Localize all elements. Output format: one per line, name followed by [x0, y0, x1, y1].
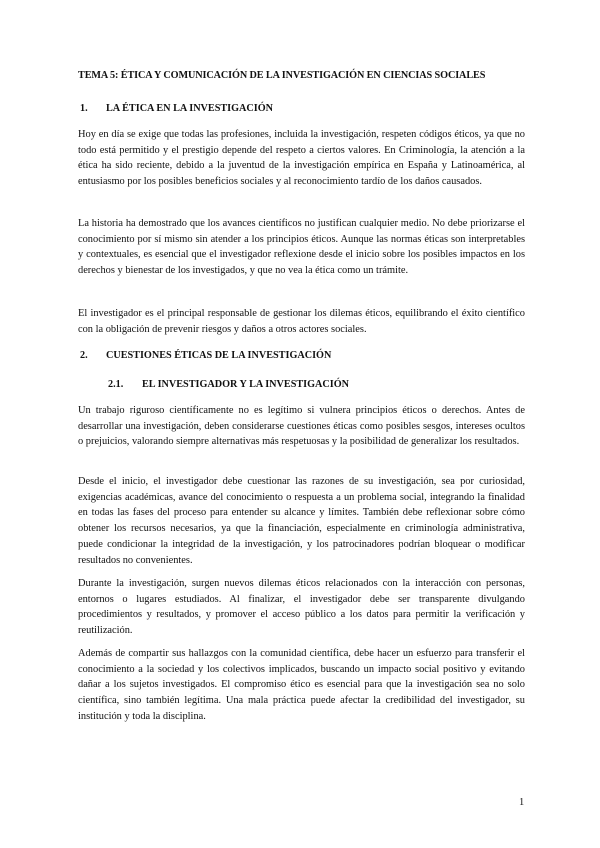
paragraph: Un trabajo riguroso científicamente no es legítimo si vulnera principios éticos o derechos. Antes de desarrollar una investigación, deben considerarse cuestiones éticas como posibles sesgos, intereses ocultos o prejuicios, valorando siempre alternativas más respetuosas y la posibilidad de generalizar los resultados. [78, 405, 525, 448]
section-title: LA ÉTICA EN LA INVESTIGACIÓN [106, 103, 274, 114]
paragraph: Durante la investigación, surgen nuevos dilemas éticos relacionados con la interacción con personas, entornos o lugares estudiados. Al finalizar, el investigador debe ser transparente divulgando procedimientos y resultados, y promover el acceso público a los datos para permitir la verificación y reutilización. [78, 578, 525, 637]
section-heading-2 [80, 350, 331, 361]
section-heading-1 [80, 103, 273, 114]
paragraph: El investigador es el principal responsable de gestionar los dilemas éticos, equilibrando el éxito científico con la obligación de prevenir riesgos y daños a otros actores sociales. [78, 308, 525, 335]
paragraph: Además de compartir sus hallazgos con la comunidad científica, debe hacer un esfuerzo para transferir el conocimiento a la sociedad y los colectivos implicados, buscando un impacto social positivo y evitando dañar a los sujetos investigados. El compromiso ético es esencial para que la investigación sea no solo científica, sino también legítima. Una mala práctica puede afectar la credibilidad del investigador, su institución y toda la disciplina. [78, 648, 525, 722]
document-title: TEMA 5: ÉTICA Y COMUNICACIÓN DE LA INVESTIGACIÓN EN CIENCIAS SOCIALES [78, 70, 486, 81]
subsection-heading-2-1 [108, 379, 349, 390]
section-title: CUESTIONES ÉTICAS DE LA INVESTIGACIÓN [106, 350, 332, 361]
paragraph: La historia ha demostrado que los avances científicos no justifican cualquier medio. No debe priorizarse el conocimiento por sí mismo sin atender a los principios éticos. Aunque las normas éticas son interpretables y contextuales, es esencial que el investigador reflexione desde el inicio sobre los posibles impactos en los derechos y bienestar de los investigados, y que no vea la ética como un trámite. [78, 218, 525, 277]
paragraph: Hoy en día se exige que todas las profesiones, incluida la investigación, respeten códigos éticos, ya que no todo está permitido y el prestigio depende del respeto a ciertos valores. En Criminología, la atención a la ética ha sido reciente, debido a la juventud de la investigación empírica en España y Latinoamérica, al entusiasmo por los posibles beneficios sociales y al reconocimiento tardío de los daños causados. [78, 129, 525, 188]
subsection-number: 2.1. [108, 379, 124, 390]
page-number: 1 [519, 797, 525, 808]
paragraph: Desde el inicio, el investigador debe cuestionar las razones de su investigación, sea por curiosidad, exigencias académicas, avance del conocimiento o respuesta a un problema social, integrando la finalidad en todas las fases del proceso para entender su alcance y límites. También debe reflexionar sobre cómo obtener los recursos necesarios, ya que la financiación, especialmente en criminología administrativa, puede condicionar la integridad de la investigación, y los patrocinadores podrían bloquear o modificar resultados no convenientes. [78, 476, 525, 566]
section-number: 1. [80, 103, 88, 114]
subsection-title: EL INVESTIGADOR Y LA INVESTIGACIÓN [142, 379, 350, 390]
section-number: 2. [80, 350, 88, 361]
